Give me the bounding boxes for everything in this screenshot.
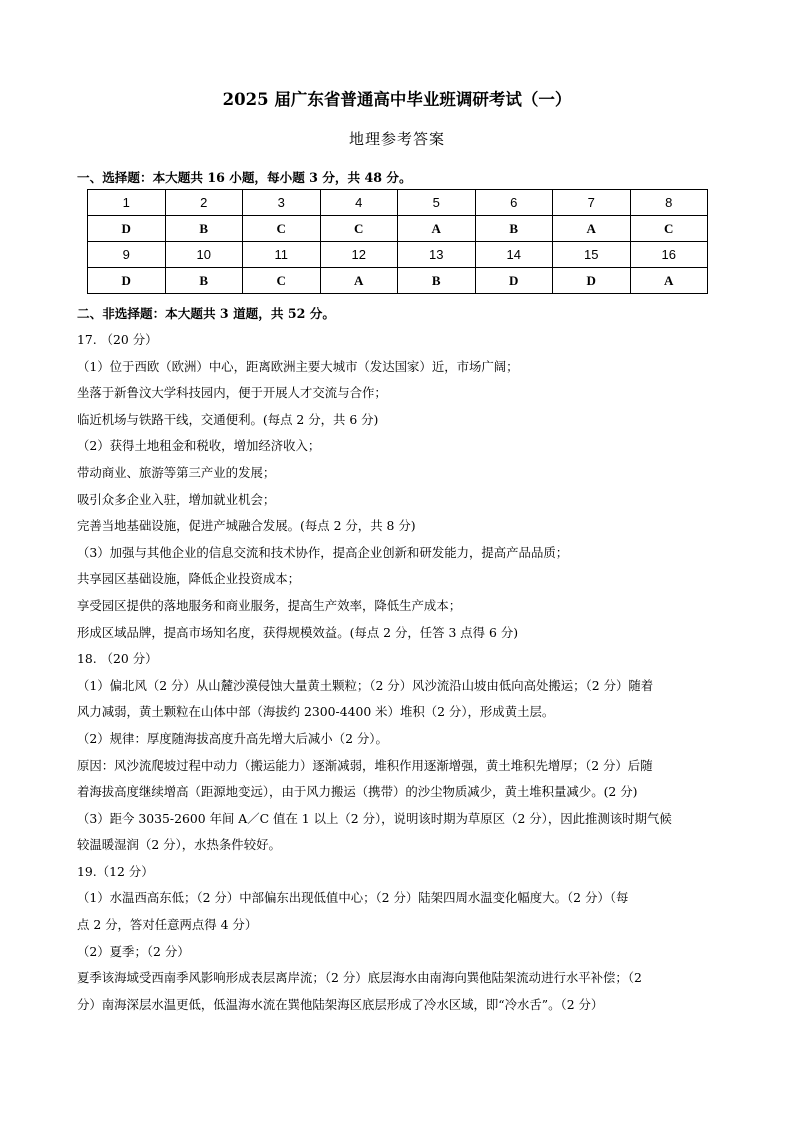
answer-cell: C — [243, 268, 321, 294]
question-number: 2 — [165, 190, 243, 216]
answer-line: （3）距今 3035-2600 年间 A／C 值在 1 以上（2 分），说明该时期为草原区（2 分），因此推测该时期气候 — [77, 810, 672, 826]
answer-line: 点 2 分，答对任意两点得 4 分） — [77, 917, 258, 933]
answer-line: 临近机场与铁路干线，交通便利。(每点 2 分，共 6 分) — [77, 411, 379, 427]
section-heading-multiple-choice: 一、选择题：本大题共 16 小题，每小题 3 分，共 48 分。 — [77, 170, 412, 185]
question-number: 16 — [630, 242, 708, 268]
answer-cell: A — [398, 216, 476, 242]
answer-cell: A — [320, 268, 398, 294]
answer-line: （1）水温西高东低；（2 分）中部偏东出现低值中心；（2 分）陆架四周水温变化幅度大。（2 分）（每 — [77, 890, 629, 906]
table-row — [88, 190, 708, 216]
answer-line: （3）加强与其他企业的信息交流和技术协作，提高企业创新和研发能力，提高产品品质； — [77, 544, 569, 560]
answer-cell: A — [553, 216, 631, 242]
question-number: 14 — [475, 242, 553, 268]
answer-cell: D — [88, 268, 166, 294]
page-title: 2025 届广东省普通高中毕业班调研考试（一） — [222, 90, 572, 109]
answer-line: （2）夏季；（2 分） — [77, 943, 190, 959]
answer-cell: D — [88, 216, 166, 242]
answer-cell: C — [320, 216, 398, 242]
answer-line: 风力减弱，黄土颗粒在山体中部（海拔约 2300-4400 米）堆积（2 分），形成黄土层。 — [77, 704, 555, 720]
table-row — [88, 268, 708, 294]
section-heading-free-response: 二、非选择题：本大题共 3 道题，共 52 分。 — [77, 306, 335, 321]
question-number: 8 — [630, 190, 708, 216]
question-number: 3 — [243, 190, 321, 216]
answer-line: 坐落于新鲁汶大学科技园内，便于开展人才交流与合作； — [77, 385, 387, 401]
answer-line: （1）位于西欧（欧洲）中心，距离欧洲主要大城市（发达国家）近，市场广阔； — [77, 358, 519, 374]
question-number: 10 — [165, 242, 243, 268]
answer-line: 吸引众多企业入驻，增加就业机会； — [77, 491, 276, 507]
table-row — [88, 242, 708, 268]
answer-cell: C — [243, 216, 321, 242]
answer-cell: B — [165, 216, 243, 242]
question-heading-17: 17. （20 分） — [77, 332, 158, 347]
answer-cell: D — [553, 268, 631, 294]
answer-line: 形成区域品牌，提高市场知名度，获得规模效益。(每点 2 分，任答 3 点得 6 分) — [77, 624, 519, 640]
page-subtitle: 地理参考答案 — [348, 130, 445, 148]
answer-line: 带动商业、旅游等第三产业的发展； — [77, 464, 276, 480]
question-number: 15 — [553, 242, 631, 268]
answer-line: 享受园区提供的落地服务和商业服务，提高生产效率，降低生产成本； — [77, 597, 462, 613]
answer-line: （2）获得土地租金和税收，增加经济收入； — [77, 438, 321, 454]
answer-line: 分）南海深层水温更低，低温海水流在巽他陆架海区底层形成了冷水区域，即“冷水舌”。（2 分） — [77, 996, 604, 1012]
answer-cell: B — [475, 216, 553, 242]
answer-line: 着海拔高度继续增高（距源地变远），由于风力搬运（携带）的沙尘物质减少，黄土堆积量减少。(2 分) — [77, 784, 638, 800]
answer-table — [87, 189, 708, 294]
answer-line: 较温暖湿润（2 分），水热条件较好。 — [77, 837, 281, 853]
question-number: 7 — [553, 190, 631, 216]
answer-line: （1）偏北风（2 分）从山麓沙漠侵蚀大量黄土颗粒；（2 分）风沙流沿山坡由低向高处搬运；（2 分）随着 — [77, 677, 654, 693]
question-heading-18: 18. （20 分） — [77, 651, 158, 667]
question-number: 12 — [320, 242, 398, 268]
question-number: 9 — [88, 242, 166, 268]
answer-line: 夏季该海域受西南季风影响形成表层离岸流；（2 分）底层海水由南海向巽他陆架流动进行水平补偿；（2 — [77, 970, 642, 986]
question-number: 1 — [88, 190, 166, 216]
answer-line: （2）规律：厚度随海拔高度升高先增大后减小（2 分）。 — [77, 730, 388, 746]
question-heading-19: 19.（12 分） — [77, 863, 154, 879]
answer-cell: D — [475, 268, 553, 294]
answer-line: 完善当地基础设施，促进产城融合发展。(每点 2 分，共 8 分) — [77, 518, 416, 534]
question-number: 4 — [320, 190, 398, 216]
answer-cell: B — [398, 268, 476, 294]
question-number: 6 — [475, 190, 553, 216]
answer-cell: C — [630, 216, 708, 242]
table-row — [88, 216, 708, 242]
question-number: 13 — [398, 242, 476, 268]
answer-line: 原因：风沙流爬坡过程中动力（搬运能力）逐渐减弱，堆积作用逐渐增强，黄土堆积先增厚；（2 分）后随 — [77, 757, 653, 773]
question-number: 11 — [243, 242, 321, 268]
question-number: 5 — [398, 190, 476, 216]
answer-line: 共享园区基础设施，降低企业投资成本； — [77, 571, 301, 587]
answer-body — [77, 330, 727, 1021]
answer-cell: A — [630, 268, 708, 294]
answer-cell: B — [165, 268, 243, 294]
